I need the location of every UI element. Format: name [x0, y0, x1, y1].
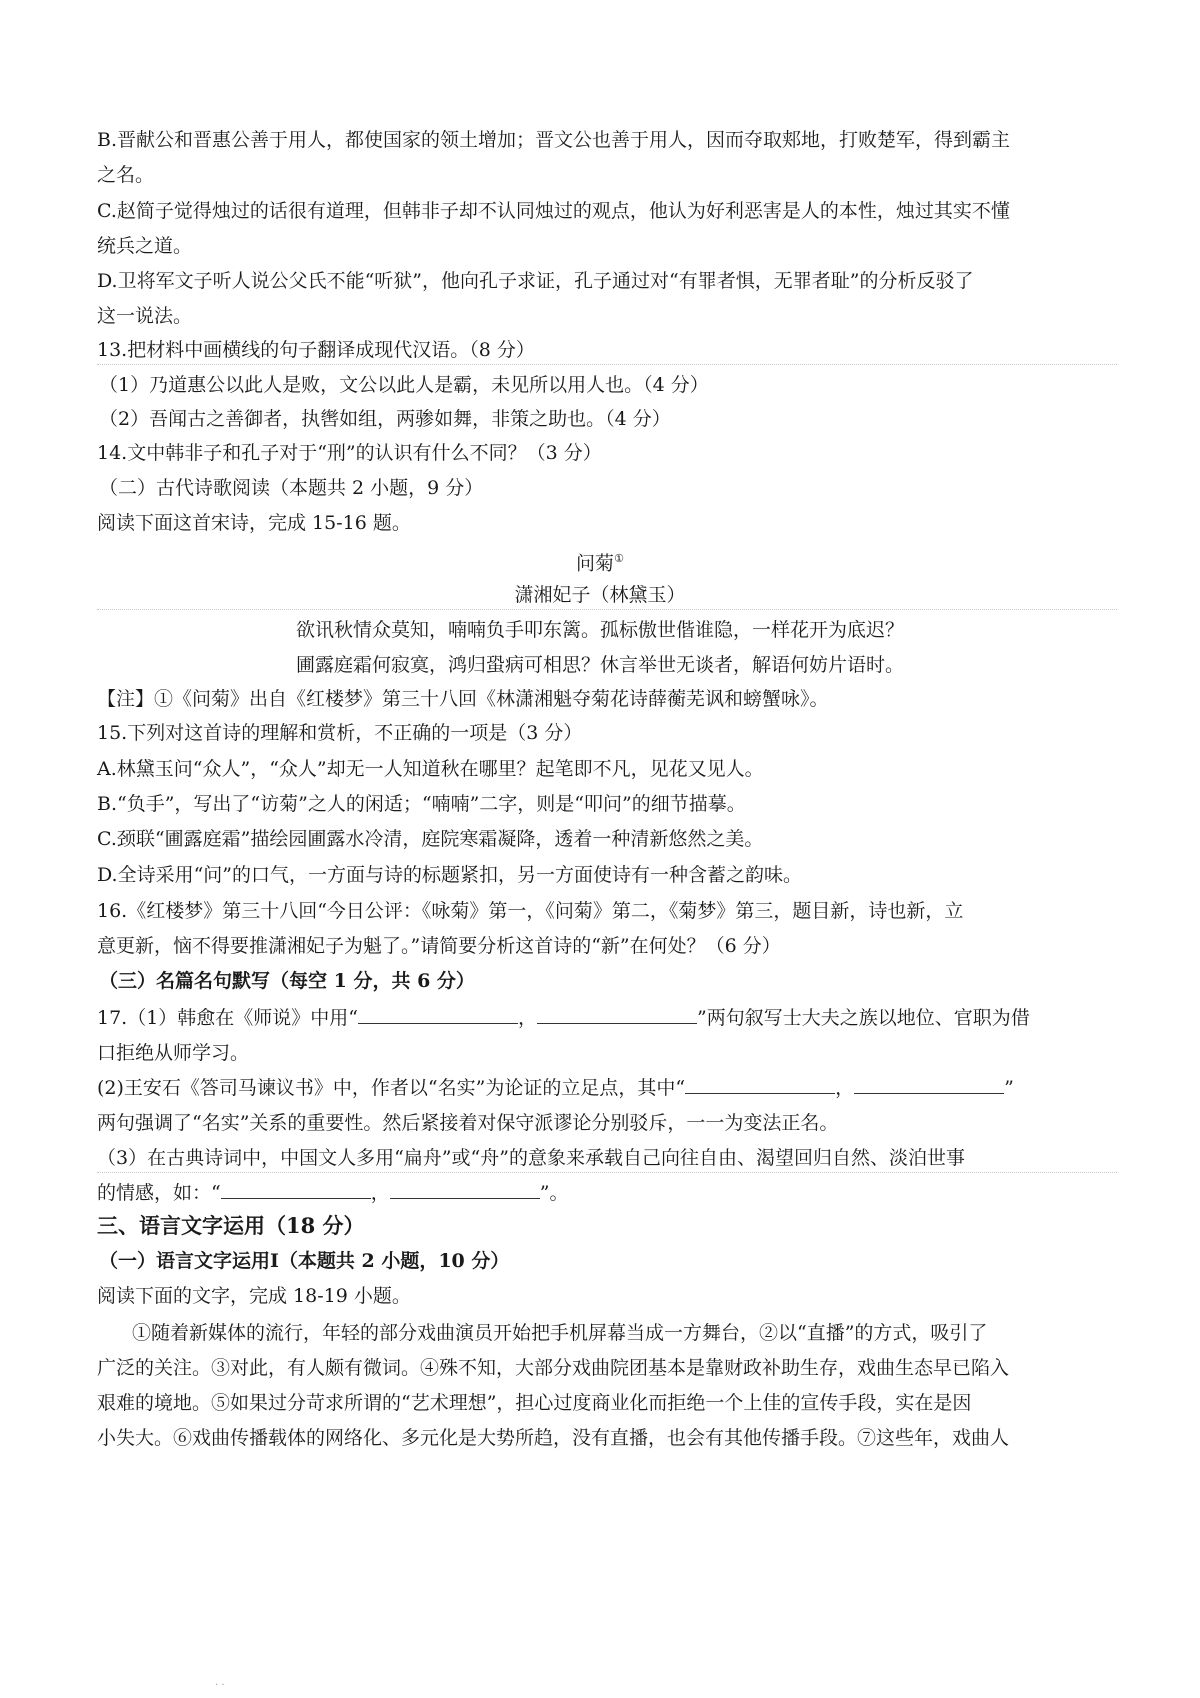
poem-note-marker: ①	[614, 552, 624, 565]
q13-sentence-1: （1）乃道惠公以此人是败，文公以此人是霸，未见所以用人也。（4 分）	[99, 374, 709, 396]
passage-line-1: ①随着新媒体的流行，年轻的部分戏曲演员开始把手机屏幕当成一方舞台，②以“直播”的方式，吸引了	[132, 1322, 988, 1344]
poem-line-1: 欲讯秋情众莫知，喃喃负手叩东篱。孤标傲世偕谁隐，一样花开为底迟？	[295, 619, 904, 641]
q17-2-prefix: (2)王安石《答司马谏议书》中，作者以“名实”为论证的立足点，其中“	[97, 1077, 686, 1099]
dotted-divider	[97, 364, 1117, 365]
answer-blank[interactable]	[537, 1005, 697, 1024]
q17-1-prefix: 17.（1）韩愈在《师说》中用“	[97, 1007, 359, 1029]
poem-author: 潇湘妃子（林黛玉）	[514, 584, 686, 606]
footer-dots: . .	[215, 1677, 225, 1688]
poem-line-2: 圃露庭霜何寂寞，鸿归蛩病可相思？休言举世无谈者，解语何妨片语时。	[295, 654, 904, 676]
part3-intro: 阅读下面的文字，完成 18-19 小题。	[97, 1285, 411, 1307]
q15-option-d: D.全诗采用“问”的口气，一方面与诗的标题紧扣，另一方面使诗有一种含蓄之韵味。	[97, 864, 803, 886]
dotted-divider	[97, 609, 1117, 610]
q16-line2: 意更新，恼不得要推潇湘妃子为魁了。”请简要分析这首诗的“新”在何处？（6 分）	[97, 935, 781, 957]
q17-3-suffix: ”。	[539, 1182, 569, 1204]
q17-1-line2: 口拒绝从师学习。	[97, 1042, 250, 1064]
poetry-intro: 阅读下面这首宋诗，完成 15-16 题。	[97, 512, 411, 534]
poem-title-text: 问菊	[576, 552, 615, 575]
q13-stem: 13.把材料中画横线的句子翻译成现代汉语。（8 分）	[97, 339, 535, 361]
answer-blank[interactable]	[221, 1180, 371, 1199]
q16-line1: 16.《红楼梦》第三十八回“今日公评：《咏菊》第一，《问菊》第二，《菊梦》第三，题目新，诗也新，立	[97, 900, 964, 922]
poetry-section-heading: （二）古代诗歌阅读（本题共 2 小题，9 分）	[99, 477, 484, 499]
q14-stem: 14.文中韩非子和孔子对于“刑”的认识有什么不同？（3 分）	[97, 442, 602, 464]
passage-line-4: 小失大。⑥戏曲传播载体的网络化、多元化是大势所趋，没有直播，也会有其他传播手段。⑦这些年，戏曲人	[97, 1427, 1010, 1449]
dotted-divider	[97, 1172, 1117, 1173]
q17-2-suffix: ”	[1004, 1077, 1014, 1099]
recite-section-heading: （三）名篇名句默写（每空 1 分，共 6 分）	[99, 970, 475, 992]
q15-option-c: C.颈联“圃露庭霜”描绘园圃露水冷清，庭院寒霜凝降，透着一种清新悠然之美。	[97, 828, 764, 850]
q17-1-separator: ，	[518, 1007, 538, 1029]
answer-blank[interactable]	[685, 1075, 835, 1094]
passage-line-2: 广泛的关注。③对此，有人颇有微词。④殊不知，大部分戏曲院团基本是靠财政补助生存，戏曲生态早已陷入	[97, 1357, 1010, 1379]
poem-footnote: 【注】①《问菊》出自《红楼梦》第三十八回《林潇湘魁夺菊花诗薛蘅芜讽和螃蟹咏》。	[97, 688, 829, 710]
q17-3-separator: ，	[370, 1182, 390, 1204]
q17-3-prefix: 的情感，如：“	[97, 1182, 221, 1204]
q15-option-a: A.林黛玉问“众人”，“众人”却无一人知道秋在哪里？起笔即不凡，见花又见人。	[97, 758, 764, 780]
q12-option-c-line1: C.赵简子觉得烛过的话很有道理，但韩非子却不认同烛过的观点，他认为好利恶害是人的本性，烛过其实不懂	[97, 200, 1010, 222]
q17-3-line2	[97, 1180, 568, 1206]
passage-line-3: 艰难的境地。⑤如果过分苛求所谓的“艺术理想”，担心过度商业化而拒绝一个上佳的宣传手段，实在是因	[97, 1392, 972, 1414]
q12-option-c-line2: 统兵之道。	[97, 235, 193, 257]
q12-option-b-line2: 之名。	[97, 164, 155, 186]
q17-2-line1	[97, 1075, 1014, 1101]
q13-sentence-2: （2）吾闻古之善御者，执辔如组，两骖如舞，非策之助也。（4 分）	[99, 408, 671, 430]
q12-option-d-line2: 这一说法。	[97, 305, 193, 327]
q12-option-d-line1: D.卫将军文子听人说公父氏不能“听狱”，他向孔子求证，孔子通过对“有罪者惧，无罪者耻”的分析反驳了	[97, 270, 974, 292]
answer-blank[interactable]	[854, 1075, 1004, 1094]
q17-2-line2: 两句强调了“名实”关系的重要性。然后紧接着对保守派谬论分别驳斥，一一为变法正名。	[97, 1112, 839, 1134]
q15-stem: 15.下列对这首诗的理解和赏析，不正确的一项是（3 分）	[97, 722, 583, 744]
answer-blank[interactable]	[358, 1005, 518, 1024]
q17-1-suffix: ”两句叙写士大夫之族以地位、官职为借	[697, 1007, 1030, 1029]
q15-option-b: B.“负手”，写出了“访菊”之人的闲适；“喃喃”二字，则是“叩问”的细节描摹。	[97, 793, 746, 815]
poem-title	[0, 546, 1200, 576]
part3-heading: 三、语言文字运用（18 分）	[97, 1213, 365, 1238]
part3-subsection-heading: （一）语言文字运用Ⅰ（本题共 2 小题，10 分）	[99, 1250, 510, 1272]
q17-1-line1	[97, 1005, 1030, 1031]
answer-blank[interactable]	[390, 1180, 540, 1199]
q17-3-line1: （3）在古典诗词中，中国文人多用“扁舟”或“舟”的意象来承载自己向往自由、渴望回归自然、淡泊世事	[97, 1147, 965, 1169]
q17-2-separator: ，	[835, 1077, 855, 1099]
q12-option-b-line1: B.晋献公和晋惠公善于用人，都使国家的领土增加；晋文公也善于用人，因而夺取郏地，打败楚军，得到霸主	[97, 129, 1011, 151]
